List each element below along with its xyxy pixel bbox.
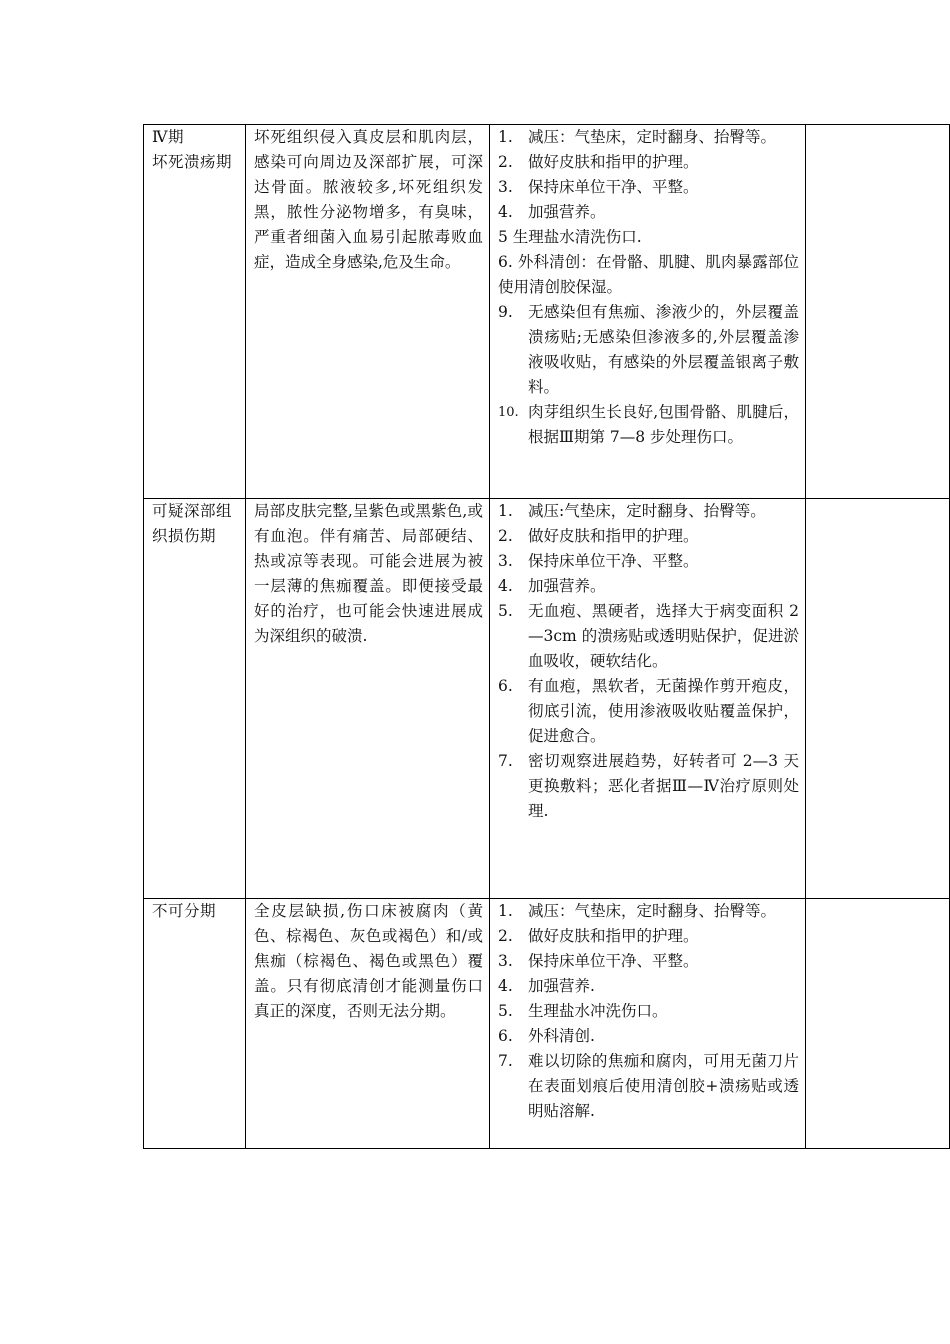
treatment-step [498, 899, 799, 924]
step-text: 外科清创. [528, 1027, 595, 1045]
treatment-step [498, 574, 799, 599]
treatment-step [498, 524, 799, 549]
treatment-step [498, 674, 799, 749]
treatment-step [498, 200, 799, 225]
step-number: 1. [498, 128, 513, 146]
step-number: 6. [498, 1027, 513, 1045]
treatment-step [498, 924, 799, 949]
treatment-steps [498, 125, 799, 450]
step-number: 3. [498, 552, 513, 570]
stage-cell [144, 125, 246, 499]
table-body [144, 125, 950, 1149]
step-text: 密切观察进展趋势，好转者可 2—3 天更换敷料；恶化者据Ⅲ—Ⅳ治疗原则处理. [528, 752, 799, 820]
step-number: 7. [498, 1052, 513, 1070]
step-text: 难以切除的焦痂和腐肉，可用无菌刀片在表面划痕后使用清创胶+溃疡贴或透明贴溶解. [528, 1052, 799, 1120]
step-number: 2. [498, 153, 513, 171]
treatment-step [498, 974, 799, 999]
stage-cell [144, 499, 246, 899]
step-text: 无血疱、黑硬者，选择大于病变面积 2—3cm 的溃疡贴或透明贴保护，促进淤血吸收，硬软结化。 [528, 602, 799, 670]
step-text: 保持床单位干净、平整。 [528, 178, 699, 196]
treatment-step [498, 499, 799, 524]
step-text: 减压：气垫床，定时翻身、抬臀等。 [528, 128, 777, 146]
step-text: 减压:气垫床，定时翻身、抬臀等。 [528, 502, 766, 520]
step-number: 4. [498, 203, 513, 221]
step-number: 5. [498, 1002, 513, 1020]
description-cell [246, 125, 490, 499]
step-text: 做好皮肤和指甲的护理。 [528, 527, 699, 545]
step-number: 2. [498, 527, 513, 545]
notes-cell [806, 499, 950, 899]
treatment-step [498, 1024, 799, 1049]
notes-cell [806, 899, 950, 1149]
stage-description: 坏死组织侵入真皮层和肌肉层，感染可向周边及深部扩展，可深达骨面。脓液较多,坏死组织发黑，脓性分泌物增多，有臭味，严重者细菌入血易引起脓毒败血症，造成全身感染,危及生命。 [254, 128, 483, 271]
step-number: 5. [498, 602, 513, 620]
stage-label: 不可分期 [152, 902, 217, 920]
description-cell [246, 499, 490, 899]
step-number: 4. [498, 577, 513, 595]
treatment-steps [498, 499, 799, 824]
step-text: 肉芽组织生长良好,包围骨骼、肌腱后，根据Ⅲ期第 7—8 步处理伤口。 [528, 403, 799, 446]
step-text: 加强营养。 [528, 203, 606, 221]
treatment-step [498, 250, 799, 300]
step-number: 3. [498, 178, 513, 196]
treatment-step [498, 1049, 799, 1124]
table-row [144, 899, 950, 1149]
step-text: 5 生理盐水清洗伤口. [498, 228, 642, 246]
table-row [144, 125, 950, 499]
treatment-step [498, 999, 799, 1024]
step-text: 做好皮肤和指甲的护理。 [528, 153, 699, 171]
treatment-step [498, 549, 799, 574]
step-text: 6. 外科清创：在骨骼、肌腱、肌肉暴露部位使用清创胶保湿。 [498, 253, 799, 296]
treatment-step [498, 300, 799, 400]
treatment-cell [490, 899, 806, 1149]
step-number: 9. [498, 303, 513, 321]
treatment-step [498, 400, 799, 450]
treatment-step [498, 949, 799, 974]
treatment-step [498, 599, 799, 674]
step-text: 生理盐水冲洗伤口。 [528, 1002, 668, 1020]
step-number: 3. [498, 952, 513, 970]
treatment-steps [498, 899, 799, 1124]
step-text: 保持床单位干净、平整。 [528, 552, 699, 570]
treatment-step [498, 225, 799, 250]
step-text: 做好皮肤和指甲的护理。 [528, 927, 699, 945]
step-number: 10. [498, 405, 519, 420]
step-text: 保持床单位干净、平整。 [528, 952, 699, 970]
notes-cell [806, 125, 950, 499]
treatment-cell [490, 499, 806, 899]
stage-label: Ⅳ期 [152, 128, 184, 146]
step-number: 6. [498, 677, 513, 695]
treatment-cell [490, 125, 806, 499]
description-cell [246, 899, 490, 1149]
treatment-step [498, 125, 799, 150]
step-number: 2. [498, 927, 513, 945]
step-text: 减压：气垫床，定时翻身、抬臀等。 [528, 902, 777, 920]
step-number: 7. [498, 752, 513, 770]
stage-description: 局部皮肤完整,呈紫色或黑紫色,或有血泡。伴有痛苦、局部硬结、热或凉等表现。可能会进展为被一层薄的焦痂覆盖。即便接受最好的治疗，也可能会快速进展成为深组织的破溃. [254, 502, 483, 645]
step-text: 无感染但有焦痂、渗液少的，外层覆盖溃疡贴;无感染但渗液多的,外层覆盖渗液吸收贴，有感染的外层覆盖银离子敷料。 [528, 303, 799, 396]
step-number: 1. [498, 502, 513, 520]
step-text: 有血疱，黑软者，无菌操作剪开疱皮，彻底引流，使用渗液吸收贴覆盖保护，促进愈合。 [528, 677, 799, 745]
treatment-step [498, 150, 799, 175]
treatment-step [498, 749, 799, 824]
stage-description: 全皮层缺损,伤口床被腐肉（黄色、棕褐色、灰色或褐色）和/或焦痂（棕褐色、褐色或黑色）覆盖。只有彻底清创才能测量伤口真正的深度，否则无法分期。 [254, 902, 483, 1020]
stage-label: 坏死溃疡期 [152, 153, 233, 171]
table-row [144, 499, 950, 899]
stage-label: 可疑深部组织损伤期 [152, 502, 233, 545]
stage-cell [144, 899, 246, 1149]
step-number: 4. [498, 977, 513, 995]
step-number: 1. [498, 902, 513, 920]
step-text: 加强营养. [528, 977, 595, 995]
step-text: 加强营养。 [528, 577, 606, 595]
treatment-step [498, 175, 799, 200]
pressure-ulcer-stage-table [143, 124, 950, 1149]
